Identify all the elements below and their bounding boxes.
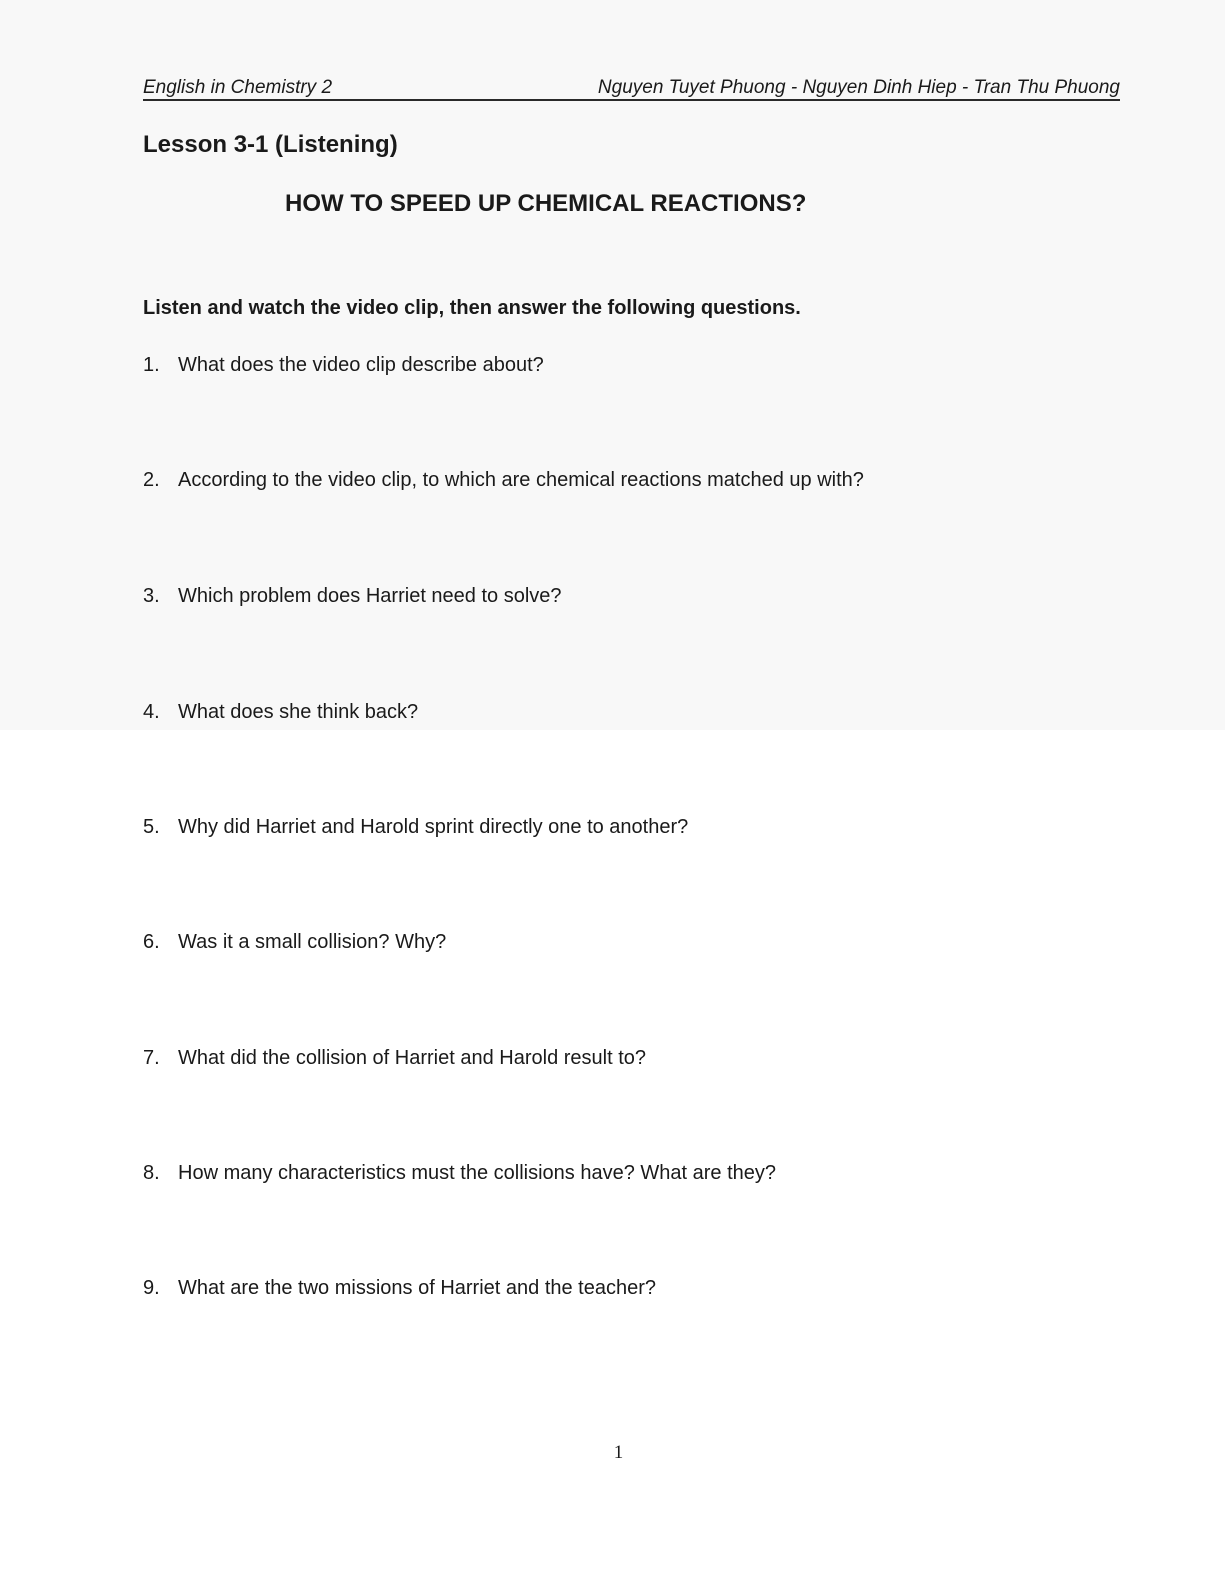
question-item [143, 1161, 776, 1185]
question-number: 3. [143, 585, 160, 607]
question-number: 2. [143, 469, 160, 491]
question-number: 8. [143, 1162, 160, 1184]
question-number: 6. [143, 931, 160, 953]
question-item [143, 1046, 646, 1070]
question-text: What are the two missions of Harriet and the teacher? [178, 1277, 657, 1299]
question-text: How many characteristics must the collisions have? What are they? [178, 1162, 777, 1184]
question-text: What did the collision of Harriet and Harold result to? [178, 1047, 647, 1069]
question-number: 1. [143, 354, 160, 376]
question-number: 4. [143, 701, 160, 723]
question-number: 7. [143, 1047, 160, 1069]
running-header [143, 76, 1120, 101]
lesson-title: Lesson 3-1 (Listening) [143, 131, 398, 158]
instruction-text: Listen and watch the video clip, then answer the following questions. [143, 297, 801, 319]
header-authors: Nguyen Tuyet Phuong - Nguyen Dinh Hiep - Tran Thu Phuong [597, 77, 1120, 98]
question-text: What does she think back? [178, 701, 419, 723]
question-item [143, 353, 544, 377]
page-number: 1 [613, 1442, 624, 1463]
question-text: Why did Harriet and Harold sprint directly one to another? [178, 816, 689, 838]
question-item [143, 584, 562, 608]
question-item [143, 1276, 656, 1300]
question-item [143, 468, 864, 492]
question-item [143, 700, 418, 724]
question-number: 9. [143, 1277, 160, 1299]
question-item [143, 930, 446, 954]
question-text: Was it a small collision? Why? [178, 931, 447, 953]
question-text: What does the video clip describe about? [178, 354, 544, 376]
question-item [143, 815, 688, 839]
question-text: According to the video clip, to which are chemical reactions matched up with? [178, 469, 864, 491]
question-number: 5. [143, 816, 160, 838]
question-text: Which problem does Harriet need to solve? [178, 585, 562, 607]
page-title: HOW TO SPEED UP CHEMICAL REACTIONS? [285, 190, 807, 217]
header-course-title: English in Chemistry 2 [143, 77, 333, 98]
